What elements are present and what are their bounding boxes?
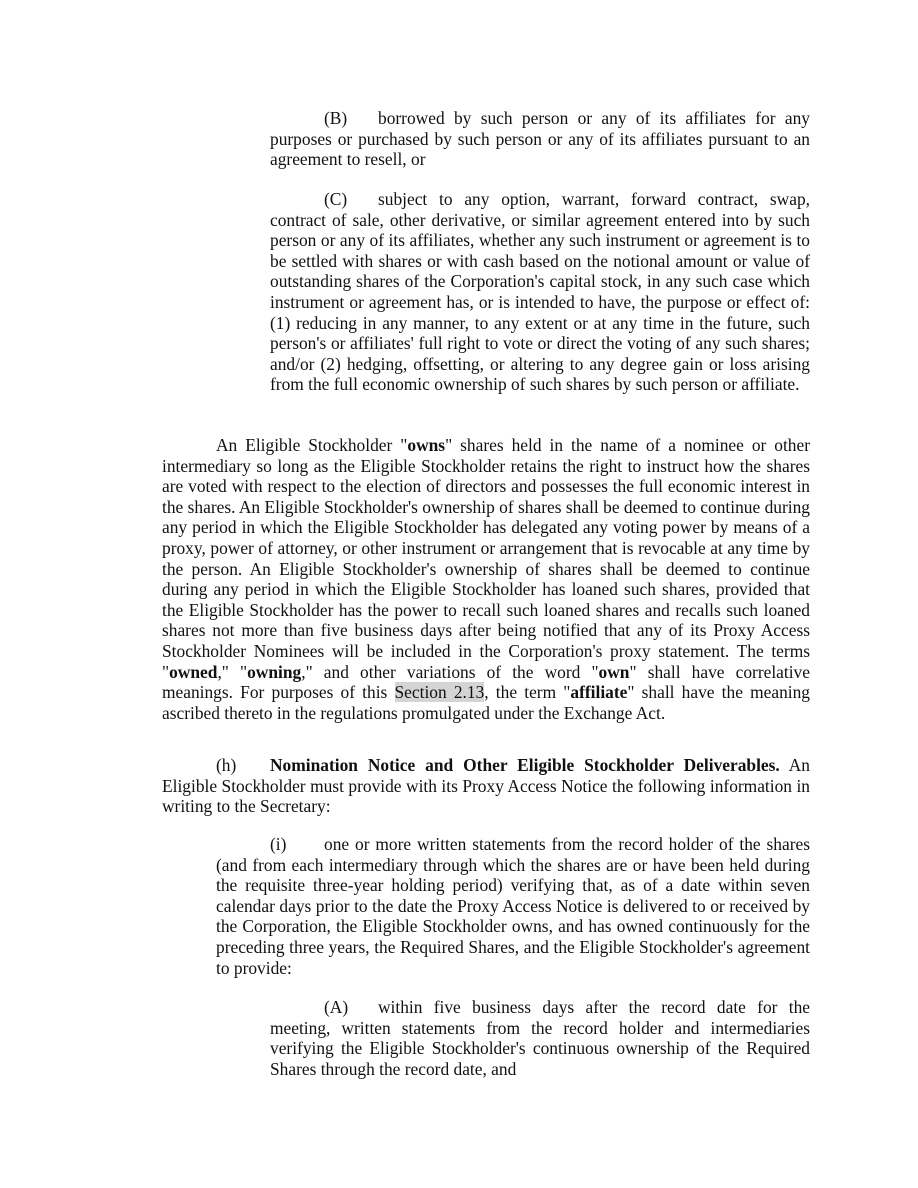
term-owned: owned	[169, 661, 218, 682]
clause-i-text: one or more written statements from the record holder of the shares (and from each intermediary through which the shares are or have been held during the requisite three-year holding period) verifying that, as of a date within seven calendar days prior to the date the Proxy Access Notice is delivered to or received by the Corporation, the Eligible Stockholder owns, and has owned continuously for the preceding three years, the Required Shares, and the Eligible Stockholder's agreement to provide:	[216, 834, 810, 978]
term-owning: owning	[247, 661, 302, 682]
owns-text-1: An Eligible Stockholder "	[216, 435, 408, 455]
section-h-label: (h)	[216, 755, 237, 775]
clause-b-label: (B)	[324, 108, 348, 128]
clause-i-label: (i)	[270, 834, 287, 854]
clause-a-label: (A)	[324, 997, 349, 1017]
clause-a-text: within five business days after the record date for the meeting, written statements from the record holder and intermediaries verifying the Eligible Stockholder's continuous ownership of the Required Shares through the record date, and	[270, 997, 810, 1079]
owns-text-2: " shares held in the name of a nominee or other intermediary so long as the Eligible Stockholder retains the right to instruct how the shares are voted with respect to the election of directors and possesses the full economic interest in the shares. An Eligible Stockholder's ownership of shares shall be deemed to continue during any period in which the Eligible Stockholder has delegated any voting power by means of a proxy, power of attorney, or other instrument or arrangement that is revocable at any time by the person. An Eligible Stockholder's ownership of shares shall be deemed to continue during any period in which the Eligible Stockholder has loaned such shares, provided that the Eligible Stockholder has the power to recall such loaned shares and recalls such loaned shares not more than five business days after being notified that any of its Proxy Access Stockholder Nominees will be included in the Corporation's proxy statement. The terms "	[162, 435, 811, 682]
owns-text-7: " shall have the meaning ascribed thereto in the regulations promulgated under the Exchange Act.	[162, 682, 810, 723]
term-own: own	[598, 661, 630, 682]
owns-text-6: , the term "	[484, 682, 571, 703]
section-reference-link[interactable]: Section 2.13	[394, 682, 485, 703]
term-owns: owns	[407, 435, 446, 455]
section-h	[162, 755, 810, 817]
clause-c-text: subject to any option, warrant, forward contract, swap, contract of sale, other derivative, or similar agreement entered into by such person or any of its affiliates, whether any such instrument or agreement is to be settled with shares or with cash based on the notional amount or value of outstanding shares of the Corporation's capital stock, in any such case which instrument or agreement has, or is intended to have, the purpose or effect of: (1) reducing in any manner, to any extent or at any time in the future, such person's or affiliates' full right to vote or direct the voting of any such shares; and/or (2) hedging, offsetting, or altering to any degree gain or loss arising from the full economic ownership of such shares by such person or affiliate.	[270, 189, 810, 395]
owns-text-4: ," and other variations of the word "	[301, 661, 599, 682]
section-h-heading: Nomination Notice and Other Eligible Stockholder Deliverables.	[270, 755, 780, 775]
owns-definition-paragraph	[162, 435, 810, 723]
clause-b	[270, 108, 810, 170]
clause-c	[270, 189, 810, 395]
term-affiliate: affiliate	[570, 682, 628, 703]
clause-b-text: borrowed by such person or any of its affiliates for any purposes or purchased by such person or any of its affiliates pursuant to an agreement to resell, or	[270, 108, 810, 170]
section-h-text: An Eligible Stockholder must provide with its Proxy Access Notice the following information in writing to the Secretary:	[162, 755, 810, 817]
owns-text-5: " shall have correlative meanings. For purposes of this	[162, 661, 810, 703]
clause-c-label: (C)	[324, 189, 348, 209]
clause-a	[270, 997, 810, 1079]
clause-i	[216, 834, 810, 978]
owns-text-3: ," "	[217, 661, 248, 682]
